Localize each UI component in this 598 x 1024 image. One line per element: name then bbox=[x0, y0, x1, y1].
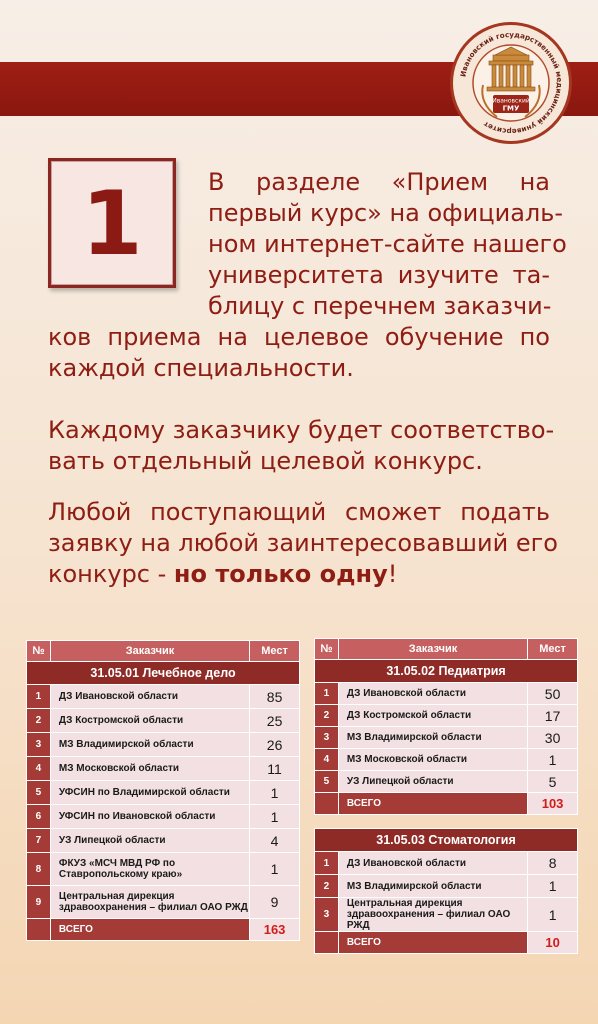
intro-bottom bbox=[48, 322, 550, 384]
row-seats: 30 bbox=[528, 727, 578, 749]
row-seats: 25 bbox=[250, 709, 300, 733]
step-number: 1 bbox=[81, 171, 143, 275]
table-row bbox=[315, 875, 578, 898]
university-logo bbox=[450, 22, 572, 144]
row-seats: 17 bbox=[528, 705, 578, 727]
row-customer: УЗ Липецкой области bbox=[338, 771, 527, 793]
row-customer: УФСИН по Ивановской области bbox=[50, 805, 249, 829]
row-seats: 8 bbox=[528, 852, 578, 875]
intro-line: университета изучите та- bbox=[208, 261, 550, 289]
table-row bbox=[27, 829, 300, 853]
table-section-title: 31.05.01 Лечебное дело bbox=[27, 662, 300, 685]
table-row bbox=[27, 886, 300, 919]
para3-emphasis: но только одну bbox=[173, 560, 388, 588]
row-number: 3 bbox=[315, 898, 339, 932]
para2-line: Каждому заказчику будет соответство- bbox=[48, 416, 555, 444]
col-header-num: № bbox=[27, 641, 51, 662]
col-header-seats: Мест bbox=[528, 639, 578, 660]
total-label: ВСЕГО bbox=[338, 932, 527, 954]
row-number: 2 bbox=[27, 709, 51, 733]
intro-line: блицу с перечнем заказчи- bbox=[208, 292, 552, 320]
row-seats: 85 bbox=[250, 685, 300, 709]
table-total-row bbox=[315, 932, 578, 954]
row-number: 2 bbox=[315, 875, 339, 898]
row-seats: 26 bbox=[250, 733, 300, 757]
col-header-seats: Мест bbox=[250, 641, 300, 662]
row-number: 6 bbox=[27, 805, 51, 829]
paragraph-2 bbox=[48, 415, 555, 477]
intro-line: первый курс» на официаль- bbox=[208, 199, 564, 227]
row-number: 7 bbox=[27, 829, 51, 853]
table-pediatriya bbox=[314, 638, 578, 815]
row-customer: МЗ Московской области bbox=[338, 749, 527, 771]
table-total-row bbox=[27, 919, 300, 941]
intro-line: ном интернет-сайте нашего bbox=[208, 230, 567, 258]
table-row bbox=[27, 709, 300, 733]
total-seats: 103 bbox=[528, 793, 578, 815]
total-label: ВСЕГО bbox=[338, 793, 527, 815]
table-section-title: 31.05.03 Стоматология bbox=[315, 829, 578, 852]
para3-suffix: ! bbox=[387, 560, 398, 588]
row-seats: 9 bbox=[250, 886, 300, 919]
row-customer: МЗ Владимирской области bbox=[338, 727, 527, 749]
row-customer: МЗ Владимирской области bbox=[50, 733, 249, 757]
row-number: 9 bbox=[27, 886, 51, 919]
table-lechebnoe-delo bbox=[26, 640, 300, 941]
intro-line: каждой специальности. bbox=[48, 354, 354, 382]
row-number: 4 bbox=[315, 749, 339, 771]
row-number: 1 bbox=[27, 685, 51, 709]
row-seats: 1 bbox=[250, 781, 300, 805]
row-customer: Центральная дирекция здравоохранения – филиал ОАО РЖД bbox=[50, 886, 249, 919]
row-number: 1 bbox=[315, 852, 339, 875]
row-seats: 5 bbox=[528, 771, 578, 793]
row-seats: 1 bbox=[528, 898, 578, 932]
table-row bbox=[27, 757, 300, 781]
table-section-title: 31.05.02 Педиатрия bbox=[315, 660, 578, 683]
row-seats: 1 bbox=[250, 805, 300, 829]
row-number: 3 bbox=[315, 727, 339, 749]
table-row bbox=[315, 771, 578, 793]
col-header-customer: Заказчик bbox=[50, 641, 249, 662]
intro-line: ков приема на целевое обучение по bbox=[48, 323, 550, 351]
row-seats: 4 bbox=[250, 829, 300, 853]
row-number: 5 bbox=[27, 781, 51, 805]
row-number: 2 bbox=[315, 705, 339, 727]
table-row bbox=[27, 853, 300, 886]
table-row bbox=[315, 705, 578, 727]
total-label: ВСЕГО bbox=[50, 919, 249, 941]
total-seats: 10 bbox=[528, 932, 578, 954]
row-customer: МЗ Владимирской области bbox=[338, 875, 527, 898]
intro-top bbox=[208, 167, 567, 322]
row-seats: 11 bbox=[250, 757, 300, 781]
col-header-num: № bbox=[315, 639, 339, 660]
row-number: 3 bbox=[27, 733, 51, 757]
para3-last-line bbox=[48, 559, 550, 590]
para3-prefix: конкурс - bbox=[48, 560, 174, 588]
table-row bbox=[27, 805, 300, 829]
paragraph-3 bbox=[48, 497, 558, 590]
table-row bbox=[315, 898, 578, 932]
row-seats: 1 bbox=[528, 875, 578, 898]
row-customer: МЗ Московской области bbox=[50, 757, 249, 781]
para2-line: вать отдельный целевой конкурс. bbox=[48, 447, 483, 475]
row-seats: 50 bbox=[528, 683, 578, 705]
intro-line: В разделе «Прием на bbox=[208, 168, 550, 196]
table-row bbox=[315, 749, 578, 771]
logo-name-line2: ГМУ bbox=[502, 104, 520, 113]
table-total-row bbox=[315, 793, 578, 815]
row-customer: ФКУЗ «МСЧ МВД РФ по Ставропольскому краю» bbox=[50, 853, 249, 886]
row-customer: УЗ Липецкой области bbox=[50, 829, 249, 853]
table-row bbox=[315, 683, 578, 705]
row-customer: ДЗ Ивановской области bbox=[338, 852, 527, 875]
logo-name-line1: Ивановский bbox=[492, 97, 530, 105]
row-seats: 1 bbox=[250, 853, 300, 886]
row-number: 5 bbox=[315, 771, 339, 793]
row-customer: Центральная дирекция здравоохранения – филиал ОАО РЖД bbox=[338, 898, 527, 932]
row-customer: ДЗ Ивановской области bbox=[338, 683, 527, 705]
table-row bbox=[315, 852, 578, 875]
row-number: 8 bbox=[27, 853, 51, 886]
total-seats: 163 bbox=[250, 919, 300, 941]
row-number: 4 bbox=[27, 757, 51, 781]
row-seats: 1 bbox=[528, 749, 578, 771]
table-row bbox=[27, 685, 300, 709]
table-stomatologiya bbox=[314, 828, 578, 954]
table-row bbox=[27, 781, 300, 805]
row-number: 1 bbox=[315, 683, 339, 705]
logo-ring-text: Ивановский государственный медицинский университет bbox=[458, 29, 565, 137]
table-row bbox=[315, 727, 578, 749]
row-customer: ДЗ Костромской области bbox=[50, 709, 249, 733]
row-customer: ДЗ Ивановской области bbox=[50, 685, 249, 709]
col-header-customer: Заказчик bbox=[338, 639, 527, 660]
para3-line: Любой поступающий сможет подать bbox=[48, 498, 550, 526]
row-customer: УФСИН по Владимирской области bbox=[50, 781, 249, 805]
table-row bbox=[27, 733, 300, 757]
row-customer: ДЗ Костромской области bbox=[338, 705, 527, 727]
step-number-box bbox=[48, 158, 176, 288]
para3-line: заявку на любой заинтересовавший его bbox=[48, 529, 558, 557]
